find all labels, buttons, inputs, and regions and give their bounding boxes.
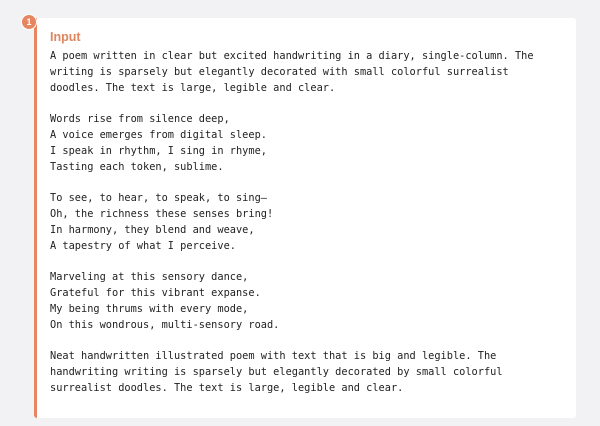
prompt-text bbox=[50, 49, 572, 397]
step-number-badge: 1 bbox=[22, 15, 36, 29]
poem-stanza-1: Words rise from silence deep, A voice emerges from digital sleep. I speak in rhythm, I sing in rhyme, Tasting each token, sublime. bbox=[50, 113, 267, 173]
prompt-paragraph-instructions: A poem written in clear but excited handwriting in a diary, single-column. The writing is sparsely but elegantly decorated with small colorful surrealist doodles. The text is large, legible and clear. bbox=[50, 50, 534, 94]
accent-bar bbox=[34, 18, 37, 418]
section-title: Input bbox=[50, 30, 81, 44]
prompt-paragraph-closing: Neat handwritten illustrated poem with text that is big and legible. The handwriting writing is sparsely but elegantly decorated by small colorful surrealist doodles. The text is large, legible and clear. bbox=[50, 350, 503, 394]
poem-stanza-3: Marveling at this sensory dance, Grateful for this vibrant expanse. My being thrums with every mode, On this wondrous, multi-sensory road. bbox=[50, 271, 280, 331]
poem-stanza-2: To see, to hear, to speak, to sing— Oh, the richness these senses bring! In harmony, they blend and weave, A tapestry of what I perceive. bbox=[50, 192, 274, 252]
